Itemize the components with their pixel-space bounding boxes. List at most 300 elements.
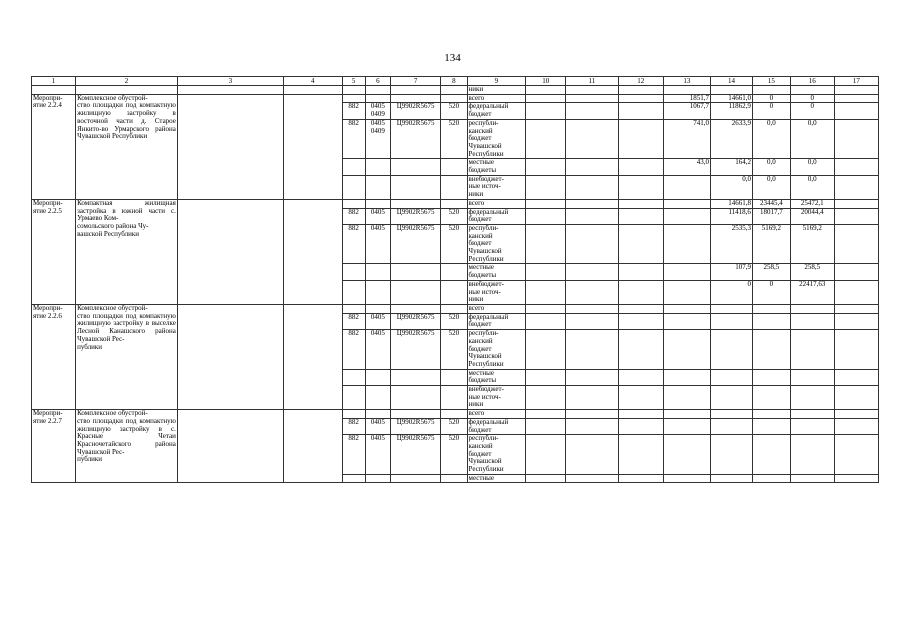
- empty-cell: [618, 103, 663, 119]
- amount-cell: 22417,63: [790, 280, 834, 304]
- empty-cell: [566, 119, 618, 159]
- table-row: [32, 304, 879, 313]
- expense-type-cell: 520: [441, 313, 467, 329]
- funding-source-cell: местные: [467, 474, 526, 483]
- ministry-code-cell: [342, 386, 365, 410]
- section-code-cell: [365, 304, 390, 313]
- amount-cell: [790, 304, 834, 313]
- funding-source-cell: федеральный бюджет: [467, 313, 526, 329]
- amount-cell: [663, 418, 710, 434]
- empty-cell: [618, 159, 663, 175]
- empty-cell: [526, 264, 566, 280]
- amount-cell: [710, 474, 752, 483]
- empty-cell: [566, 175, 618, 199]
- amount-cell: [663, 264, 710, 280]
- empty-cell: [618, 418, 663, 434]
- amount-cell: [663, 304, 710, 313]
- expense-type-cell: 520: [441, 418, 467, 434]
- empty-cell: [618, 175, 663, 199]
- target-article-cell: [390, 410, 440, 419]
- target-article-cell: Ц9902R5675: [390, 208, 440, 224]
- table-row: [32, 86, 879, 95]
- empty-cell: [566, 94, 618, 103]
- section-code-cell: [365, 94, 390, 103]
- empty-cell: [76, 86, 178, 95]
- amount-cell: [710, 386, 752, 410]
- amount-cell: 18017,7: [752, 208, 790, 224]
- target-article-cell: [390, 304, 440, 313]
- empty-cell: [177, 94, 283, 199]
- empty-cell: [566, 369, 618, 385]
- amount-cell: [790, 410, 834, 419]
- section-code-cell: 0405: [365, 330, 390, 370]
- amount-cell: [790, 474, 834, 483]
- empty-cell: [283, 199, 342, 304]
- funding-source-cell: федеральный бюджет: [467, 208, 526, 224]
- empty-cell: [526, 175, 566, 199]
- target-article-cell: Ц9902R5675: [390, 313, 440, 329]
- target-article-cell: Ц9902R5675: [390, 435, 440, 475]
- target-article-cell: [390, 264, 440, 280]
- target-article-cell: [390, 280, 440, 304]
- column-number-cell: 10: [526, 77, 566, 86]
- empty-cell: [834, 313, 878, 329]
- empty-cell: [618, 313, 663, 329]
- measure-name-cell: Комплексное обустрой- ство площадки под компактную жилищную застройку в с. Красные Четаи Красночетайского района Чувашской Рес- публики: [76, 410, 178, 483]
- target-article-cell: [390, 474, 440, 483]
- empty-cell: [834, 264, 878, 280]
- empty-cell: [177, 199, 283, 304]
- funding-source-cell: федеральный бюджет: [467, 103, 526, 119]
- empty-cell: [283, 94, 342, 199]
- empty-cell: [618, 474, 663, 483]
- table-row: [32, 94, 879, 103]
- empty-cell: [283, 304, 342, 409]
- empty-cell: [834, 330, 878, 370]
- amount-cell: [663, 224, 710, 264]
- empty-cell: [526, 208, 566, 224]
- amount-cell: [663, 369, 710, 385]
- funding-source-cell: республи- канский бюджет Чувашской Республики: [467, 119, 526, 159]
- expense-type-cell: [441, 175, 467, 199]
- amount-cell: 0,0: [752, 175, 790, 199]
- funding-source-cell: внебюджет- ные источ- ники: [467, 175, 526, 199]
- empty-cell: [834, 208, 878, 224]
- empty-cell: [566, 199, 618, 208]
- ministry-code-cell: [342, 175, 365, 199]
- amount-cell: 0: [790, 94, 834, 103]
- column-number-cell: 12: [618, 77, 663, 86]
- measure-name-cell: Комплексное обустрой- ство площадки под компактную жилищную застройку в восточной части д. Старое Янкито-во Урмарского района Чувашской Республики: [76, 94, 178, 199]
- empty-cell: [566, 208, 618, 224]
- empty-cell: [618, 94, 663, 103]
- section-code-cell: [365, 199, 390, 208]
- expense-type-cell: [441, 369, 467, 385]
- empty-cell: [663, 86, 710, 95]
- funding-source-cell: внебюджет- ные источ- ники: [467, 280, 526, 304]
- budget-table: [31, 76, 879, 483]
- amount-cell: [663, 410, 710, 419]
- empty-cell: [566, 330, 618, 370]
- empty-cell: [566, 474, 618, 483]
- ministry-code-cell: 882: [342, 103, 365, 119]
- amount-cell: [790, 418, 834, 434]
- empty-cell: [834, 280, 878, 304]
- empty-cell: [390, 86, 440, 95]
- empty-cell: [618, 386, 663, 410]
- column-number-cell: 17: [834, 77, 878, 86]
- amount-cell: 0: [752, 94, 790, 103]
- amount-cell: [710, 410, 752, 419]
- ministry-code-cell: [342, 410, 365, 419]
- amount-cell: [790, 435, 834, 475]
- empty-cell: [834, 418, 878, 434]
- section-code-cell: 0405 0409: [365, 103, 390, 119]
- expense-type-cell: [441, 410, 467, 419]
- empty-cell: [566, 86, 618, 95]
- amount-cell: 14661,8: [710, 199, 752, 208]
- column-number-cell: 2: [76, 77, 178, 86]
- empty-cell: [834, 199, 878, 208]
- empty-cell: [790, 86, 834, 95]
- target-article-cell: Ц9902R5675: [390, 330, 440, 370]
- amount-cell: 0,0: [790, 119, 834, 159]
- empty-cell: [526, 159, 566, 175]
- empty-cell: [365, 86, 390, 95]
- ministry-code-cell: 882: [342, 224, 365, 264]
- empty-cell: [526, 103, 566, 119]
- empty-cell: [566, 386, 618, 410]
- amount-cell: 0: [752, 280, 790, 304]
- amount-cell: [790, 330, 834, 370]
- column-number-cell: 5: [342, 77, 365, 86]
- ministry-code-cell: [342, 304, 365, 313]
- amount-cell: [663, 313, 710, 329]
- empty-cell: [618, 280, 663, 304]
- amount-cell: [752, 304, 790, 313]
- target-article-cell: Ц9902R5675: [390, 224, 440, 264]
- funding-source-cell: республи- канский бюджет Чувашской Республики: [467, 224, 526, 264]
- amount-cell: [752, 418, 790, 434]
- amount-cell: 0: [790, 103, 834, 119]
- empty-cell: [177, 304, 283, 409]
- column-number-cell: 1: [32, 77, 76, 86]
- amount-cell: 11418,6: [710, 208, 752, 224]
- ministry-code-cell: 882: [342, 313, 365, 329]
- target-article-cell: [390, 199, 440, 208]
- section-code-cell: 0405: [365, 224, 390, 264]
- amount-cell: [663, 435, 710, 475]
- amount-cell: 20044,4: [790, 208, 834, 224]
- amount-cell: 258,5: [752, 264, 790, 280]
- funding-source-cell: всего: [467, 410, 526, 419]
- column-number-cell: 13: [663, 77, 710, 86]
- empty-cell: [526, 199, 566, 208]
- column-number-cell: 11: [566, 77, 618, 86]
- amount-cell: [663, 474, 710, 483]
- empty-cell: [710, 86, 752, 95]
- section-code-cell: 0405: [365, 435, 390, 475]
- empty-cell: [618, 410, 663, 419]
- empty-cell: [526, 313, 566, 329]
- empty-cell: [834, 103, 878, 119]
- amount-cell: 2633,9: [710, 119, 752, 159]
- empty-cell: [566, 304, 618, 313]
- empty-cell: [566, 264, 618, 280]
- amount-cell: [790, 313, 834, 329]
- funding-source-cell: всего: [467, 94, 526, 103]
- empty-cell: [177, 410, 283, 483]
- empty-cell: [618, 119, 663, 159]
- target-article-cell: [390, 175, 440, 199]
- amount-cell: [663, 330, 710, 370]
- amount-cell: 0,0: [790, 159, 834, 175]
- empty-cell: [526, 435, 566, 475]
- empty-cell: [526, 410, 566, 419]
- amount-cell: 0,0: [752, 119, 790, 159]
- funding-source-cell: республи- канский бюджет Чувашской Республики: [467, 330, 526, 370]
- empty-cell: [526, 330, 566, 370]
- column-number-cell: 7: [390, 77, 440, 86]
- empty-cell: [834, 435, 878, 475]
- section-code-cell: 0405: [365, 418, 390, 434]
- funding-source-cell: местные бюджеты: [467, 159, 526, 175]
- amount-cell: 25472,1: [790, 199, 834, 208]
- table-row: [32, 410, 879, 419]
- amount-cell: 11862,9: [710, 103, 752, 119]
- empty-cell: [566, 313, 618, 329]
- section-code-cell: [365, 159, 390, 175]
- empty-cell: [618, 86, 663, 95]
- empty-cell: [618, 435, 663, 475]
- amount-cell: [710, 313, 752, 329]
- measure-name-cell: Комплексное обустрой- ство площадки под компактную жилищную застройку в выселке Лесной Канашского района Чувашской Рес- публики: [76, 304, 178, 409]
- ministry-code-cell: 882: [342, 435, 365, 475]
- empty-cell: [283, 86, 342, 95]
- expense-type-cell: [441, 94, 467, 103]
- amount-cell: [752, 410, 790, 419]
- section-code-cell: [365, 474, 390, 483]
- section-code-cell: [365, 369, 390, 385]
- amount-cell: [710, 369, 752, 385]
- expense-type-cell: [441, 264, 467, 280]
- target-article-cell: [390, 94, 440, 103]
- ministry-code-cell: [342, 369, 365, 385]
- empty-cell: [441, 86, 467, 95]
- expense-type-cell: [441, 304, 467, 313]
- section-code-cell: 0405: [365, 208, 390, 224]
- empty-cell: [618, 264, 663, 280]
- ministry-code-cell: [342, 94, 365, 103]
- measure-code-cell: Меропри- ятие 2.2.7: [32, 410, 76, 483]
- column-number-cell: 3: [177, 77, 283, 86]
- section-code-cell: [365, 410, 390, 419]
- column-number-cell: 4: [283, 77, 342, 86]
- empty-cell: [177, 86, 283, 95]
- empty-cell: [32, 86, 76, 95]
- funding-source-cell: всего: [467, 304, 526, 313]
- column-number-cell: 8: [441, 77, 467, 86]
- target-article-cell: [390, 369, 440, 385]
- amount-cell: 2535,3: [710, 224, 752, 264]
- amount-cell: [710, 418, 752, 434]
- section-code-cell: 0405 0409: [365, 119, 390, 159]
- ministry-code-cell: 882: [342, 418, 365, 434]
- expense-type-cell: 520: [441, 224, 467, 264]
- amount-cell: [710, 304, 752, 313]
- amount-cell: 164,2: [710, 159, 752, 175]
- amount-cell: 0,0: [710, 175, 752, 199]
- empty-cell: [566, 410, 618, 419]
- amount-cell: 258,5: [790, 264, 834, 280]
- empty-cell: [834, 86, 878, 95]
- expense-type-cell: 520: [441, 435, 467, 475]
- table-row: [32, 199, 879, 208]
- empty-cell: [566, 224, 618, 264]
- amount-cell: [752, 330, 790, 370]
- funding-source-cell: внебюджет- ные источ- ники: [467, 386, 526, 410]
- ministry-code-cell: 882: [342, 208, 365, 224]
- amount-cell: [752, 474, 790, 483]
- expense-type-cell: 520: [441, 103, 467, 119]
- funding-source-cell: местные бюджеты: [467, 369, 526, 385]
- column-number-row: [32, 77, 879, 86]
- target-article-cell: [390, 159, 440, 175]
- funding-source-cell: местные бюджеты: [467, 264, 526, 280]
- amount-cell: [710, 330, 752, 370]
- measure-code-cell: Меропри- ятие 2.2.6: [32, 304, 76, 409]
- empty-cell: [526, 304, 566, 313]
- empty-cell: [834, 94, 878, 103]
- section-code-cell: [365, 175, 390, 199]
- empty-cell: [526, 224, 566, 264]
- empty-cell: [526, 369, 566, 385]
- amount-cell: [663, 386, 710, 410]
- amount-cell: [663, 280, 710, 304]
- empty-cell: [526, 474, 566, 483]
- empty-cell: [526, 280, 566, 304]
- amount-cell: 0,0: [790, 175, 834, 199]
- section-code-cell: [365, 280, 390, 304]
- empty-cell: [283, 410, 342, 483]
- column-number-cell: 15: [752, 77, 790, 86]
- empty-cell: [834, 369, 878, 385]
- amount-cell: [752, 435, 790, 475]
- measure-name-cell: Компактная жилищная застройка в южной части с. Урмаево Ком- сомольского района Чу- вашской Республики: [76, 199, 178, 304]
- expense-type-cell: [441, 474, 467, 483]
- amount-cell: 5169,2: [752, 224, 790, 264]
- amount-cell: [663, 175, 710, 199]
- target-article-cell: Ц9902R5675: [390, 103, 440, 119]
- ministry-code-cell: 882: [342, 330, 365, 370]
- empty-cell: [752, 86, 790, 95]
- amount-cell: [663, 208, 710, 224]
- empty-cell: [566, 435, 618, 475]
- funding-source-cell: всего: [467, 199, 526, 208]
- expense-type-cell: [441, 280, 467, 304]
- funding-source-cell: ники: [467, 86, 526, 95]
- target-article-cell: Ц9902R5675: [390, 119, 440, 159]
- empty-cell: [526, 418, 566, 434]
- measure-code-cell: Меропри- ятие 2.2.4: [32, 94, 76, 199]
- amount-cell: [710, 435, 752, 475]
- amount-cell: [663, 199, 710, 208]
- amount-cell: 741,0: [663, 119, 710, 159]
- amount-cell: [752, 369, 790, 385]
- page-number: 134: [444, 52, 461, 64]
- amount-cell: 1067,7: [663, 103, 710, 119]
- ministry-code-cell: [342, 159, 365, 175]
- empty-cell: [526, 386, 566, 410]
- amount-cell: 23445,4: [752, 199, 790, 208]
- empty-cell: [526, 86, 566, 95]
- empty-cell: [834, 175, 878, 199]
- ministry-code-cell: [342, 199, 365, 208]
- ministry-code-cell: 882: [342, 119, 365, 159]
- amount-cell: 0: [710, 280, 752, 304]
- expense-type-cell: 520: [441, 119, 467, 159]
- empty-cell: [618, 330, 663, 370]
- amount-cell: 107,9: [710, 264, 752, 280]
- amount-cell: 0: [752, 103, 790, 119]
- empty-cell: [618, 199, 663, 208]
- amount-cell: 5169,2: [790, 224, 834, 264]
- empty-cell: [834, 119, 878, 159]
- empty-cell: [834, 304, 878, 313]
- empty-cell: [618, 369, 663, 385]
- expense-type-cell: [441, 199, 467, 208]
- expense-type-cell: 520: [441, 208, 467, 224]
- funding-source-cell: федеральный бюджет: [467, 418, 526, 434]
- amount-cell: [752, 313, 790, 329]
- empty-cell: [618, 208, 663, 224]
- amount-cell: [790, 369, 834, 385]
- amount-cell: 0,0: [752, 159, 790, 175]
- empty-cell: [566, 280, 618, 304]
- empty-cell: [566, 103, 618, 119]
- expense-type-cell: [441, 386, 467, 410]
- empty-cell: [834, 474, 878, 483]
- column-number-cell: 16: [790, 77, 834, 86]
- empty-cell: [618, 304, 663, 313]
- expense-type-cell: 520: [441, 330, 467, 370]
- amount-cell: 14661,0: [710, 94, 752, 103]
- funding-source-cell: республи- канский бюджет Чувашской Республики: [467, 435, 526, 475]
- ministry-code-cell: [342, 264, 365, 280]
- section-code-cell: [365, 264, 390, 280]
- empty-cell: [526, 119, 566, 159]
- empty-cell: [566, 159, 618, 175]
- ministry-code-cell: [342, 474, 365, 483]
- empty-cell: [526, 94, 566, 103]
- target-article-cell: [390, 386, 440, 410]
- empty-cell: [834, 159, 878, 175]
- column-number-cell: 9: [467, 77, 526, 86]
- ministry-code-cell: [342, 280, 365, 304]
- amount-cell: [752, 386, 790, 410]
- measure-code-cell: Меропри- ятие 2.2.5: [32, 199, 76, 304]
- amount-cell: [790, 386, 834, 410]
- empty-cell: [834, 410, 878, 419]
- amount-cell: 1851,7: [663, 94, 710, 103]
- empty-cell: [342, 86, 365, 95]
- column-number-cell: 6: [365, 77, 390, 86]
- empty-cell: [834, 386, 878, 410]
- column-number-cell: 14: [710, 77, 752, 86]
- empty-cell: [618, 224, 663, 264]
- section-code-cell: [365, 386, 390, 410]
- empty-cell: [834, 224, 878, 264]
